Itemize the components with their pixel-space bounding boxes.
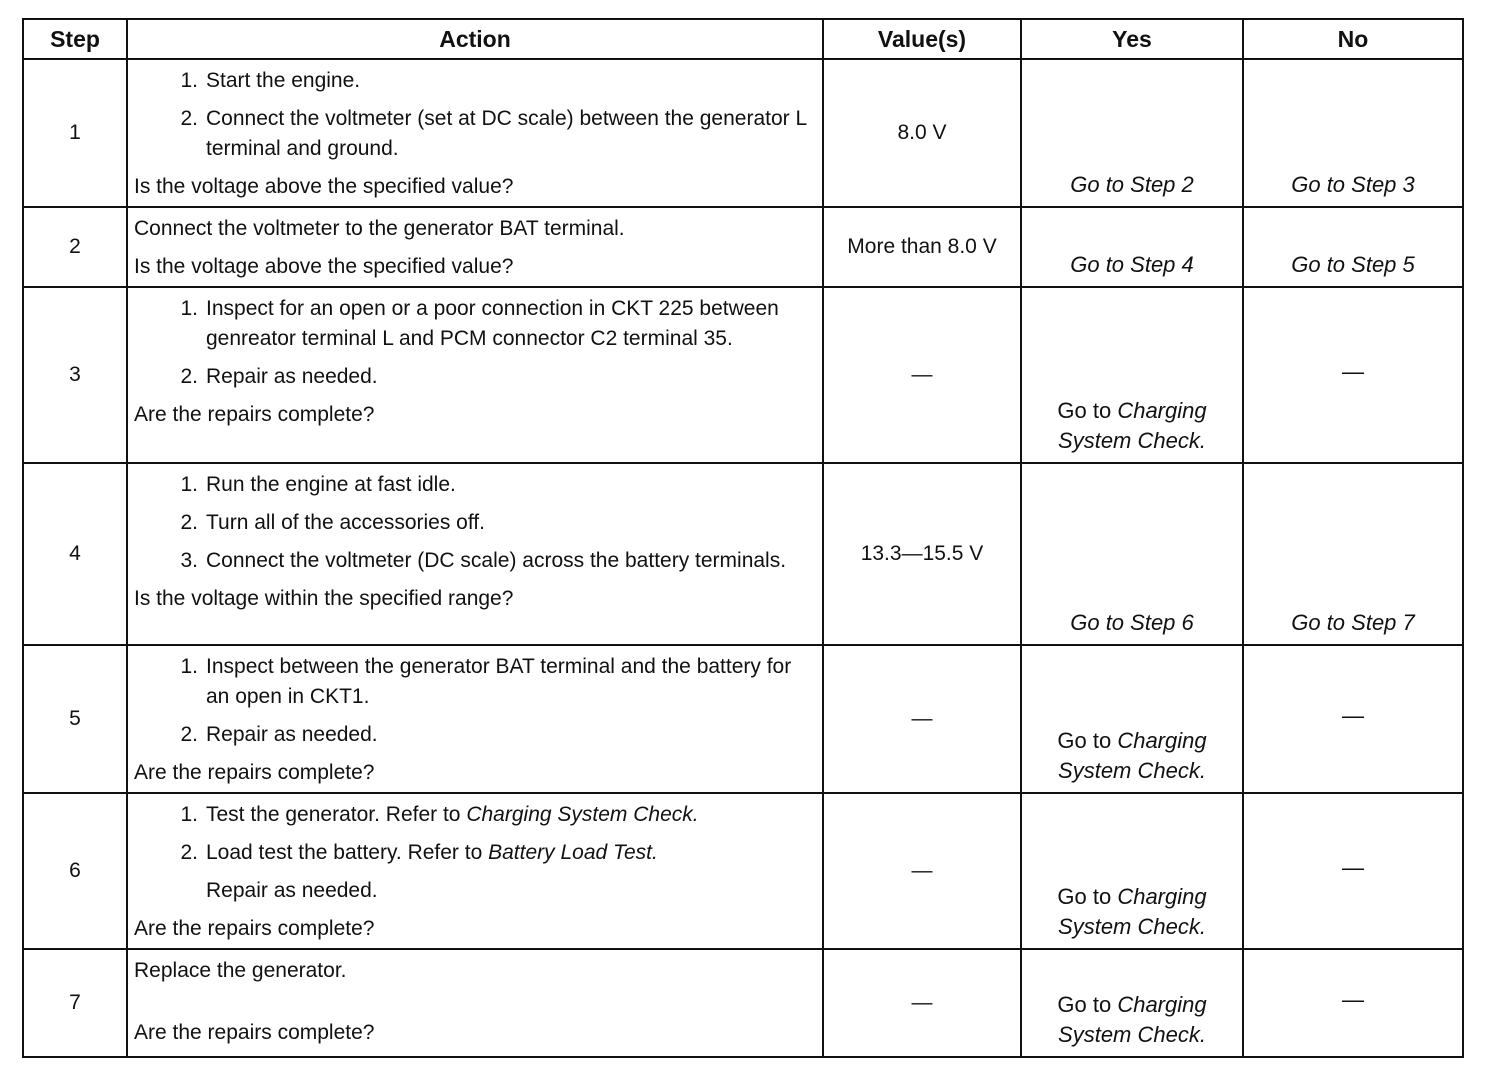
action-item-number: 1. <box>180 69 198 92</box>
table-row <box>23 287 1463 463</box>
action-item-text <box>206 838 816 868</box>
header-step: Step <box>23 19 127 59</box>
charging-system-check-link: Charging System Check. <box>1058 728 1207 783</box>
action-cell <box>127 287 823 463</box>
action-item-text: Connect the voltmeter (set at DC scale) between the generator L terminal and ground. <box>206 107 807 160</box>
action-question: Are the repairs complete? <box>134 917 375 940</box>
step-number: 6 <box>23 793 127 949</box>
table-row <box>23 645 1463 793</box>
action-text: Replace the generator. <box>134 959 347 982</box>
no-cell: — <box>1243 949 1463 1057</box>
action-item <box>134 508 816 538</box>
action-question: Are the repairs complete? <box>134 1021 375 1044</box>
action-item <box>134 470 816 500</box>
action-item-text: Inspect between the generator BAT terminal and the battery for an open in CKT1. <box>206 655 792 708</box>
action-cell <box>127 59 823 207</box>
table-row <box>23 949 1463 1057</box>
value-cell: — <box>823 287 1021 463</box>
header-yes: Yes <box>1021 19 1243 59</box>
value-cell: 8.0 V <box>823 59 1021 207</box>
charging-system-check-link: Charging System Check. <box>1058 884 1207 939</box>
header-action: Action <box>127 19 823 59</box>
action-item <box>134 362 816 392</box>
yes-prefix: Go to <box>1057 728 1112 753</box>
value-cell: — <box>823 645 1021 793</box>
action-item-text: Repair as needed. <box>206 879 378 902</box>
action-item-text: Repair as needed. <box>206 365 378 388</box>
action-item <box>134 876 816 906</box>
yes-cell <box>1021 645 1243 793</box>
yes-cell: Go to Step 2 <box>1021 59 1243 207</box>
action-cell <box>127 793 823 949</box>
header-row <box>23 19 1463 59</box>
action-item <box>134 546 816 576</box>
action-item-lead: Test the generator. Refer to <box>206 803 461 826</box>
yes-prefix: Go to <box>1057 992 1112 1017</box>
action-item <box>134 66 816 96</box>
action-item-lead: Load test the battery. Refer to <box>206 841 483 864</box>
battery-load-test-ref: Battery Load Test. <box>488 841 658 864</box>
step-number: 4 <box>23 463 127 645</box>
yes-prefix: Go to <box>1057 884 1112 909</box>
no-cell: Go to Step 3 <box>1243 59 1463 207</box>
value-cell: More than 8.0 V <box>823 207 1021 287</box>
action-item-number: 1. <box>180 803 198 826</box>
action-question: Is the voltage within the specified range? <box>134 587 514 610</box>
step-number: 3 <box>23 287 127 463</box>
charging-system-check-link: Charging System Check. <box>1058 992 1207 1047</box>
action-item-number: 1. <box>180 297 198 320</box>
step-number: 1 <box>23 59 127 207</box>
yes-prefix: Go to <box>1057 398 1112 423</box>
diagnostic-table <box>22 18 1464 1058</box>
action-item <box>134 838 816 868</box>
action-cell <box>127 463 823 645</box>
action-item <box>134 104 816 164</box>
action-item-text: Run the engine at fast idle. <box>206 473 456 496</box>
action-question: Is the voltage above the specified value? <box>134 255 514 278</box>
yes-cell: Go to Step 4 <box>1021 207 1243 287</box>
no-cell: — <box>1243 793 1463 949</box>
action-item-number: 2. <box>180 107 198 130</box>
value-cell: 13.3—15.5 V <box>823 463 1021 645</box>
header-no: No <box>1243 19 1463 59</box>
no-cell: Go to Step 5 <box>1243 207 1463 287</box>
action-item-text <box>206 800 816 830</box>
table-row <box>23 59 1463 207</box>
action-item <box>134 720 816 750</box>
no-cell: — <box>1243 645 1463 793</box>
yes-cell <box>1021 793 1243 949</box>
yes-cell <box>1021 287 1243 463</box>
action-item-number: 2. <box>180 365 198 388</box>
yes-cell: Go to Step 6 <box>1021 463 1243 645</box>
action-text: Connect the voltmeter to the generator BAT terminal. <box>134 217 625 240</box>
table-row <box>23 463 1463 645</box>
action-cell <box>127 645 823 793</box>
charging-system-check-link: Charging System Check. <box>1058 398 1207 453</box>
action-item-number: 2. <box>180 841 198 864</box>
action-cell <box>127 949 823 1057</box>
action-item-text: Inspect for an open or a poor connection in CKT 225 between genreator terminal L and PCM connector C2 terminal 35. <box>206 297 779 350</box>
charging-system-check-ref: Charging System Check. <box>466 803 699 826</box>
action-item-text: Turn all of the accessories off. <box>206 511 485 534</box>
action-item-text: Connect the voltmeter (DC scale) across the battery terminals. <box>206 549 787 572</box>
table-row <box>23 207 1463 287</box>
action-item-number: 2. <box>180 723 198 746</box>
action-question: Are the repairs complete? <box>134 761 375 784</box>
table-row <box>23 793 1463 949</box>
action-item-text: Repair as needed. <box>206 723 378 746</box>
action-question: Is the voltage above the specified value? <box>134 175 514 198</box>
header-values: Value(s) <box>823 19 1021 59</box>
action-item <box>134 652 816 712</box>
action-question: Are the repairs complete? <box>134 403 375 426</box>
action-item-number: 3. <box>180 549 198 572</box>
yes-cell <box>1021 949 1243 1057</box>
value-cell: — <box>823 793 1021 949</box>
action-item-number: 1. <box>180 473 198 496</box>
value-cell: — <box>823 949 1021 1057</box>
action-item <box>134 800 816 830</box>
step-number: 7 <box>23 949 127 1057</box>
action-item-number: 2. <box>180 511 198 534</box>
action-item-text: Start the engine. <box>206 69 361 92</box>
no-cell: Go to Step 7 <box>1243 463 1463 645</box>
action-item <box>134 294 816 354</box>
step-number: 5 <box>23 645 127 793</box>
no-cell: — <box>1243 287 1463 463</box>
action-cell <box>127 207 823 287</box>
action-item-number: 1. <box>180 655 198 678</box>
step-number: 2 <box>23 207 127 287</box>
